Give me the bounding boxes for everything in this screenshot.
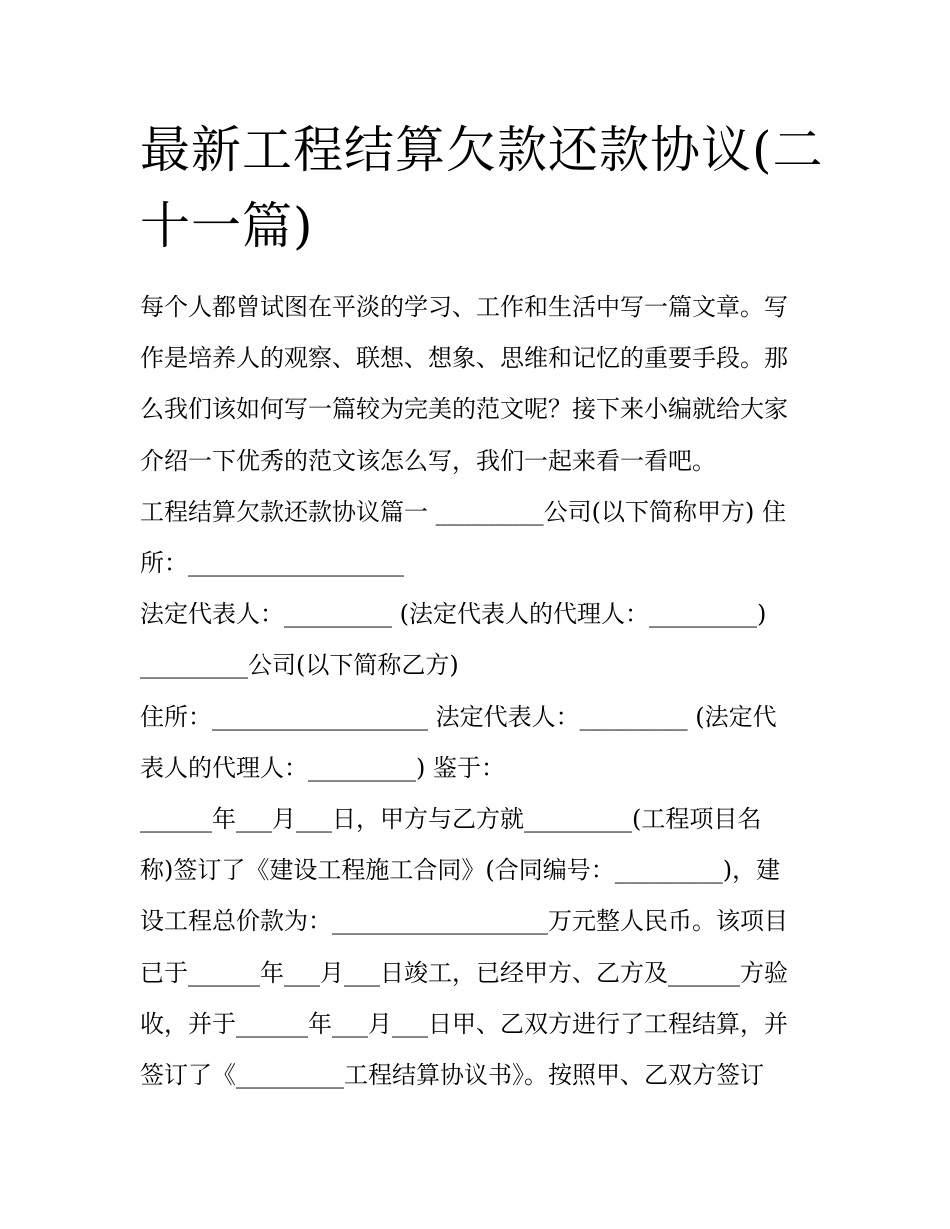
body-line: 签订了《_________工程结算协议书》。按照甲、乙双方签订 [140, 1061, 764, 1090]
body-line: 住所：__________________ 法定代表人：_________ (法定代 [140, 702, 777, 731]
body-line: 所：__________________ [140, 549, 404, 578]
body-line: 法定代表人：_________ (法定代表人的代理人：_________) [140, 600, 767, 629]
title-line-1: 最新工程结算欠款还款协议(二 [140, 121, 824, 179]
body-line: 作是培养人的观察、联想、想象、思维和记忆的重要手段。那 [140, 344, 788, 373]
body-line: 已于______年___月___日竣工，已经甲方、乙方及______方验 [140, 958, 788, 987]
body-line: 每个人都曾试图在平淡的学习、工作和生活中写一篇文章。写 [140, 293, 788, 321]
body-line: 介绍一下优秀的范文该怎么写，我们一起来看一看吧。 [140, 446, 716, 475]
document-title [140, 112, 830, 264]
body-line: ______年___月___日，甲方与乙方就_________(工程项目名 [140, 805, 762, 834]
body-line: 称)签订了《建设工程施工合同》(合同编号：_________)，建 [140, 856, 781, 885]
body-line: _________公司(以下简称乙方) [140, 651, 459, 680]
body-line: 么我们该如何写一篇较为完美的范文呢？接下来小编就给大家 [140, 395, 788, 424]
document-body [140, 282, 820, 1101]
body-line: 收，并于______年___月___日甲、乙双方进行了工程结算，并 [140, 1009, 788, 1038]
title-line-2: 十一篇) [140, 197, 314, 255]
body-line: 表人的代理人：_________) 鉴于： [140, 753, 505, 782]
body-line: 工程结算欠款还款协议篇一 _________公司(以下简称甲方) 住 [140, 497, 786, 526]
body-line: 设工程总价款为：__________________万元整人民币。该项目 [140, 907, 788, 936]
